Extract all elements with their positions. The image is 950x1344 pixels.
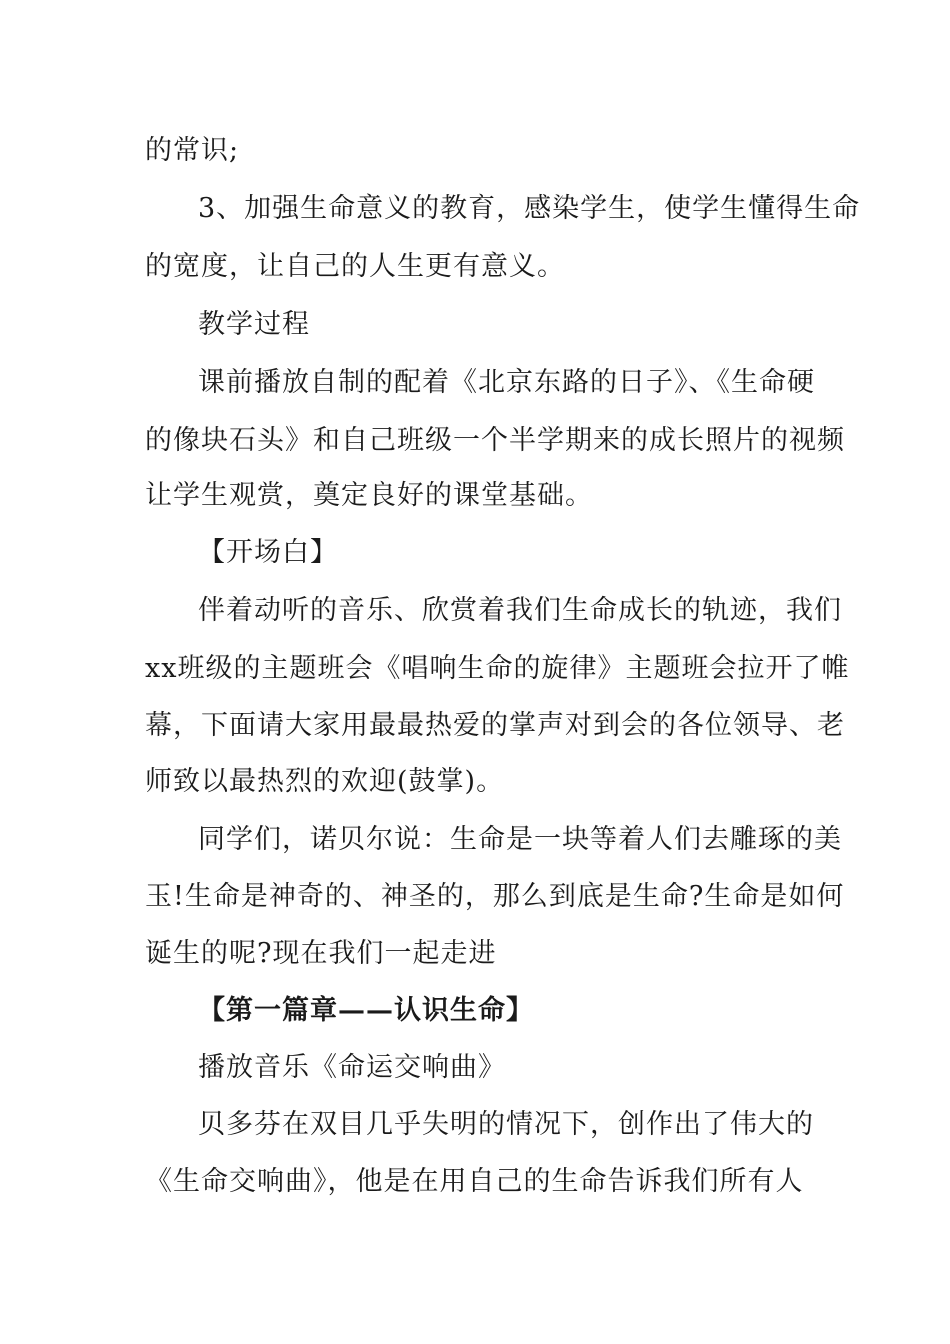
text-line: 让学生观赏，奠定良好的课堂基础。 [145, 480, 593, 511]
text-line: 同学们，诺贝尔说：生命是一块等着人们去雕琢的美 [198, 824, 842, 855]
text-line: 幕，下面请大家用最最热爱的掌声对到会的各位领导、老 [145, 710, 845, 741]
text-line: 的常识; [145, 135, 240, 166]
text-line: 课前播放自制的配着《北京东路的日子》、《生命硬 [198, 367, 815, 398]
section-heading: 教学过程 [198, 309, 310, 340]
text-line: 的宽度，让自己的人生更有意义。 [145, 251, 565, 282]
text-line: 播放音乐《命运交响曲》 [198, 1052, 506, 1083]
text-line: xx班级的主题班会《唱响生命的旋律》主题班会拉开了帷 [145, 653, 850, 684]
text-line: 《生命交响曲》，他是在用自己的生命告诉我们所有人 [145, 1166, 804, 1197]
text-line: 的像块石头》和自己班级一个半学期来的成长照片的视频 [145, 425, 845, 456]
chapter-heading: 【第一篇章——认识生命】 [198, 995, 534, 1026]
text-line: 诞生的呢?现在我们一起走进 [145, 938, 497, 969]
text-line: 贝多芬在双目几乎失明的情况下，创作出了伟大的 [198, 1109, 814, 1140]
text-line: 玉!生命是神奇的、神圣的，那么到底是生命?生命是如何 [145, 881, 845, 912]
text-line: 师致以最热烈的欢迎(鼓掌)。 [145, 766, 505, 797]
section-heading: 【开场白】 [198, 537, 338, 568]
text-line: 伴着动听的音乐、欣赏着我们生命成长的轨迹，我们 [198, 595, 842, 626]
text-line: 3、加强生命意义的教育，感染学生，使学生懂得生命 [198, 193, 861, 224]
